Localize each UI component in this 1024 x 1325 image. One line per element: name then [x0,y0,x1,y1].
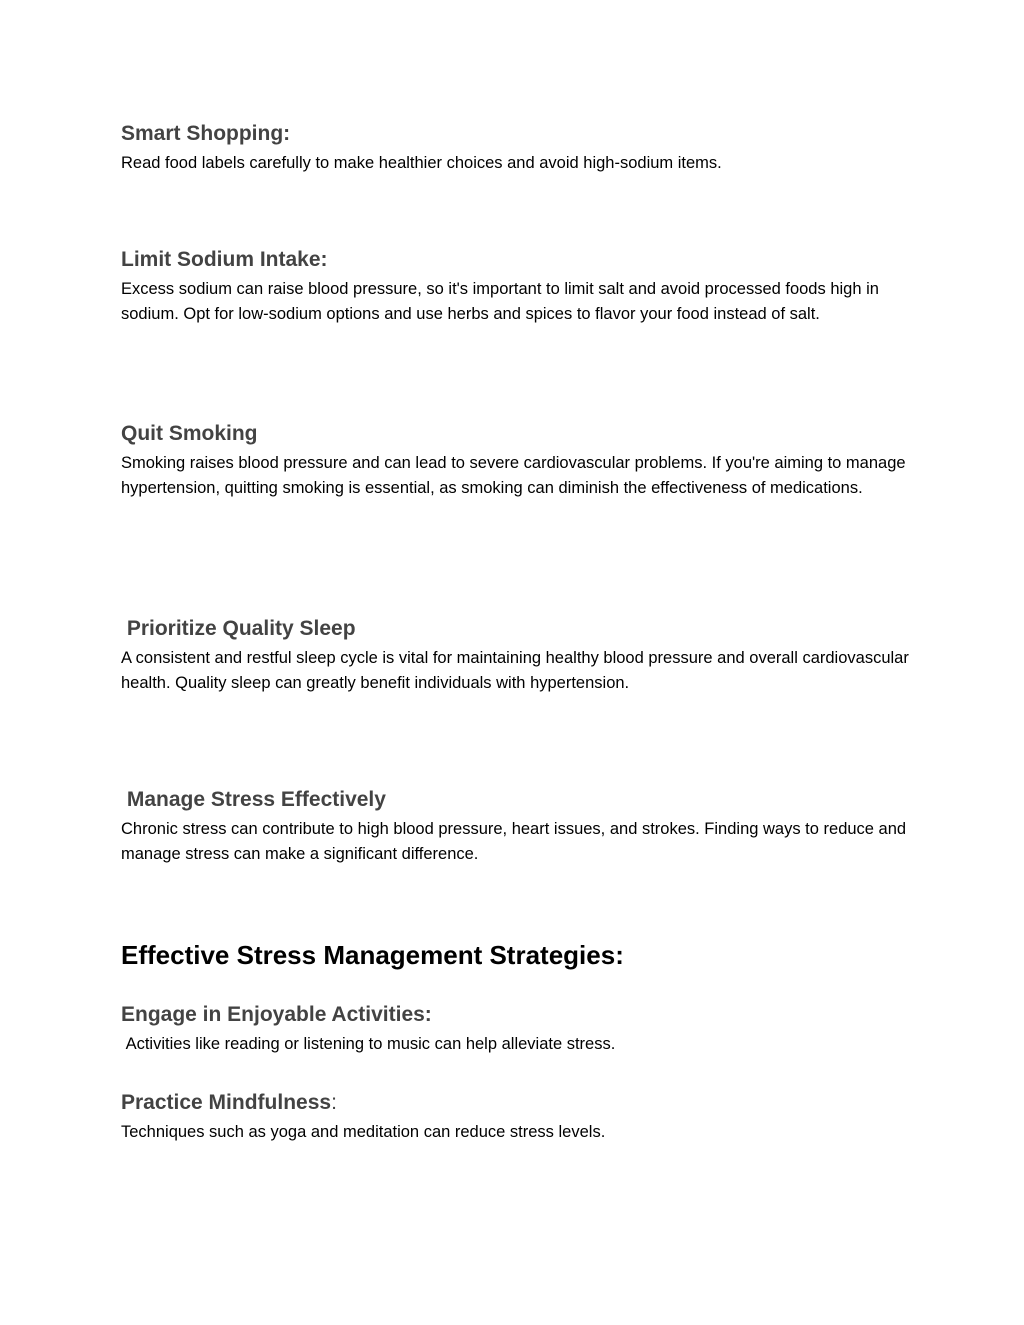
section-heading: Limit Sodium Intake: [121,248,328,271]
section-text: Chronic stress can contribute to high blood pressure, heart issues, and strokes. Finding ways to reduce and manage stress can make a significant difference. [121,820,911,863]
strategy-heading-text: Engage in Enjoyable Activities: [121,1003,432,1026]
strategy-heading [121,1090,911,1116]
section-heading: Quit Smoking [121,422,258,445]
section-heading: Prioritize Quality Sleep [121,617,356,640]
section-smart-shopping [121,121,911,176]
strategy-enjoyable-activities [121,1002,911,1057]
strategies-title: Effective Stress Management Strategies: [121,940,624,970]
section-heading: Manage Stress Effectively [121,788,386,811]
section-text: Smoking raises blood pressure and can lead to severe cardiovascular problems. If you're aiming to manage hypertension, quitting smoking is essential, as smoking can diminish the effectiveness of medications. [121,454,911,497]
section-text: Excess sodium can raise blood pressure, so it's important to limit salt and avoid processed foods high in sodium. Opt for low-sodium options and use herbs and spices to flavor your food instead of salt. [121,280,884,323]
strategy-heading [121,1002,911,1028]
strategy-text: Techniques such as yoga and meditation can reduce stress levels. [121,1123,606,1141]
strategy-mindfulness [121,1090,911,1145]
section-quit-smoking [121,421,911,500]
section-text: Read food labels carefully to make healthier choices and avoid high-sodium items. [121,154,722,172]
section-manage-stress [121,787,911,866]
strategy-heading-suffix: : [331,1091,337,1114]
section-text: A consistent and restful sleep cycle is vital for maintaining healthy blood pressure and overall cardiovascular health. Quality sleep can greatly benefit individuals with hypertension. [121,649,914,692]
section-prioritize-sleep [121,616,914,695]
section-limit-sodium [121,247,911,326]
strategy-heading-text: Practice Mindfulness [121,1091,332,1114]
strategies-title-block [121,939,911,971]
strategy-text: Activities like reading or listening to music can help alleviate stress. [121,1035,616,1053]
section-heading: Smart Shopping: [121,122,291,145]
